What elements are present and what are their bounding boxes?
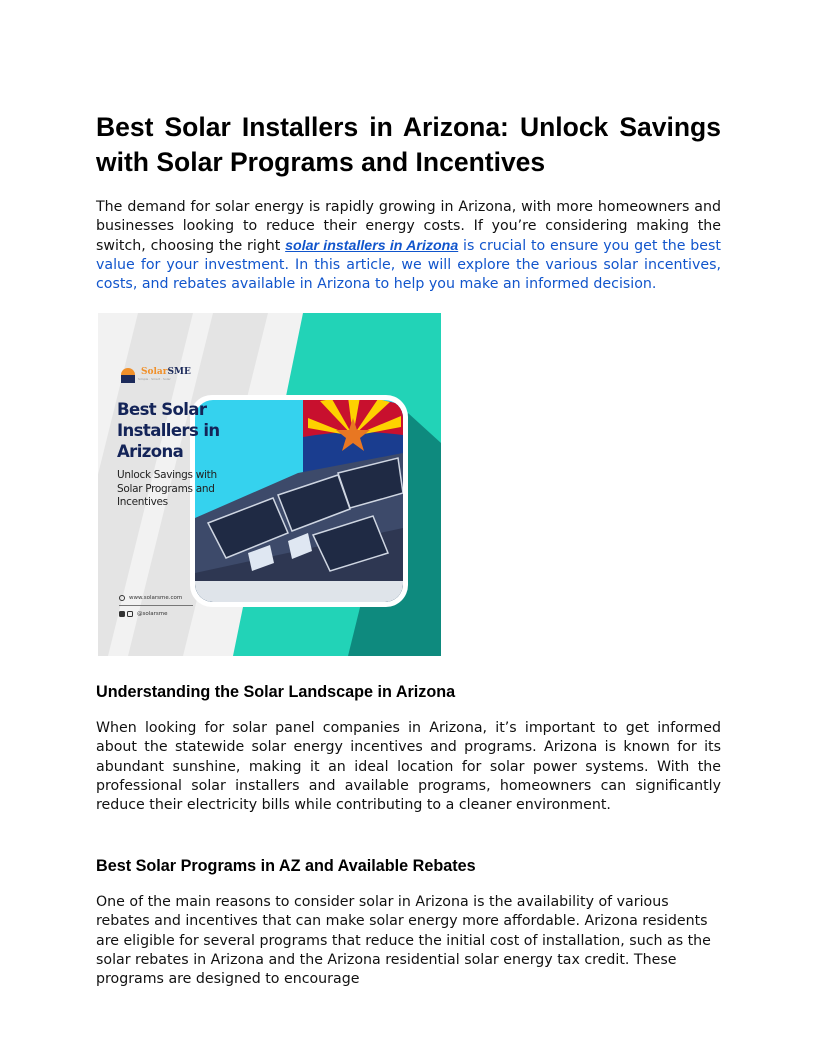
banner-website: www.solarsme.com: [129, 594, 183, 601]
intro-text-part1: The demand for solar energy is rapidly growing in Arizona, with more homeowners and businesses looking to reduce their energy costs. If you’re considering making the switch, choosing the right: [96, 199, 721, 254]
intro-text-part2: is crucial to ensure you get the best value for your investment. In this article, we will explore the various solar incentives, costs, and rebates available in Arizona to help you make an informed decision.: [96, 237, 721, 293]
banner-image: [98, 313, 441, 656]
instagram-icon: [127, 611, 133, 617]
solar-installers-link[interactable]: solar installers in Arizona: [285, 237, 459, 254]
logo-name-part1: Solar: [141, 367, 168, 377]
banner-social-handle: @solarsme: [137, 610, 168, 617]
section-body-programs: One of the main reasons to consider solar in Arizona is the availability of various rebates and incentives that can make solar energy more affordable. Arizona residents are eligible for several programs that reduce the initial cost of installation, such as the solar rebates in Arizona and the Arizona residential solar energy tax credit. These programs are designed to encourage: [96, 894, 711, 988]
solarsme-logo: [138, 367, 191, 381]
section-heading-landscape: Understanding the Solar Landscape in Arizona: [96, 683, 456, 701]
section-heading-programs: Best Solar Programs in AZ and Available Rebates: [96, 857, 476, 875]
banner-contact: [119, 593, 193, 618]
logo-name-part2: SME: [167, 367, 191, 377]
facebook-icon: [119, 611, 125, 617]
page-title: Best Solar Installers in Arizona: Unlock Savings with Solar Programs and Incentives: [96, 112, 721, 177]
logo-tagline: Simple · Smart · Solar: [138, 377, 171, 381]
intro-paragraph: [96, 198, 721, 294]
contact-divider: [119, 605, 193, 606]
globe-icon: [119, 595, 125, 601]
banner-subheadline: Unlock Savings with Solar Programs and Incentives: [117, 469, 217, 508]
banner-headline: Best Solar Installers in Arizona: [117, 400, 220, 461]
section-body-landscape: When looking for solar panel companies in Arizona, it’s important to get informed about the statewide solar energy incentives and programs. Arizona is known for its abundant sunshine, making it an ideal location for solar power systems. With the professional solar installers and available programs, homeowners can significantly reduce their electricity bills while contributing to a cleaner environment.: [96, 720, 721, 814]
solarsme-logo-icon: [121, 368, 135, 383]
